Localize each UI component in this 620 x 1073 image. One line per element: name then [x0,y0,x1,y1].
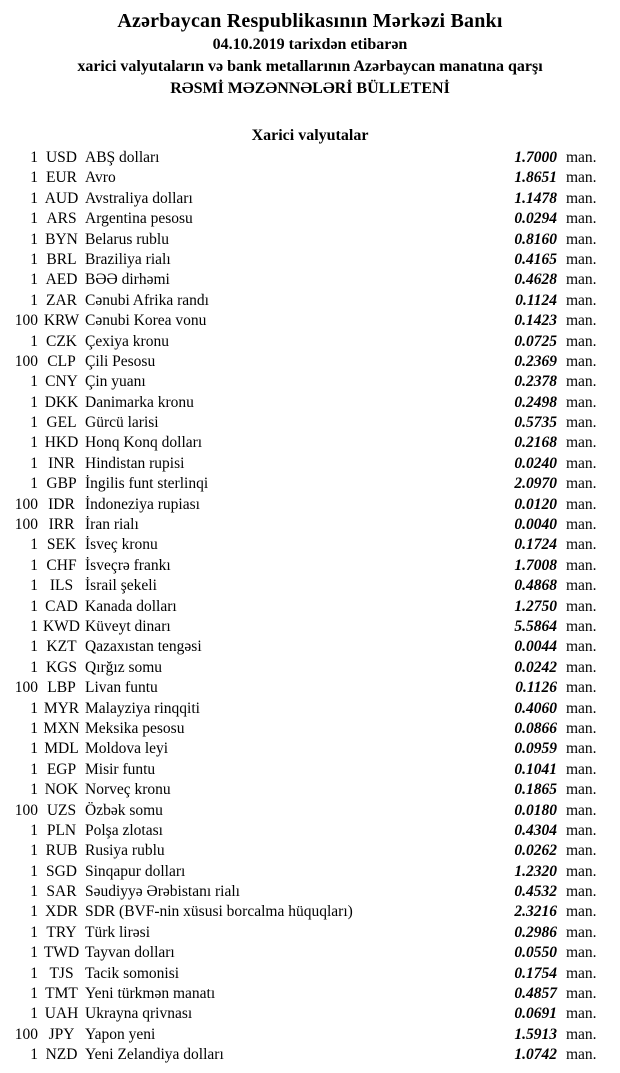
currency-name: İngilis funt sterlinqi [85,475,209,493]
unit-label: man. [566,719,597,737]
unit-label: man. [566,923,597,941]
currency-code: CNY [45,373,78,391]
rate-value: 0.4304 [514,821,557,839]
rate-row [0,353,620,373]
quantity: 1 [30,781,38,799]
unit-label: man. [566,964,597,982]
rate-row [0,1005,620,1025]
unit-label: man. [566,862,597,880]
rate-value: 0.1041 [514,760,557,778]
unit-label: man. [566,985,597,1003]
quantity: 1 [30,556,38,574]
rate-value: 0.0044 [514,638,557,656]
unit-label: man. [566,475,597,493]
currency-name: İsveç kronu [85,536,158,554]
bulletin-title: RƏSMİ MƏZƏNNƏLƏRİ BÜLLETENİ [170,80,450,97]
quantity: 1 [30,393,38,411]
rate-value: 0.1724 [514,536,557,554]
rate-row [0,231,620,251]
quantity: 1 [30,903,38,921]
quantity: 1 [30,617,38,635]
unit-label: man. [566,393,597,411]
quantity: 100 [14,312,38,330]
unit-label: man. [566,149,597,166]
rate-value: 0.0240 [514,454,557,472]
unit-label: man. [566,617,597,635]
currency-name: Tacik somonisi [85,964,180,982]
rate-value: 0.4532 [514,883,557,901]
quantity: 1 [30,169,38,187]
currency-name: İran rialı [85,516,139,534]
rate-row [0,557,620,577]
rate-value: 0.2168 [514,434,557,452]
rate-row [0,944,620,964]
rate-row [0,863,620,883]
rate-value: 1.7000 [514,149,557,166]
currency-code: TMT [45,985,78,1003]
quantity: 1 [30,842,38,860]
unit-label: man. [566,516,597,534]
currency-code: CHF [46,556,77,574]
quantity: 1 [30,577,38,595]
rate-value: 0.4060 [514,699,557,717]
quantity: 1 [30,944,38,962]
rate-row [0,475,620,495]
rate-value: 0.1423 [514,312,557,330]
currency-name: İsrail şekeli [85,577,157,595]
currency-code: ARS [46,210,77,228]
rate-value: 0.4628 [514,271,557,289]
quantity: 1 [30,149,38,166]
currency-name: Misir funtu [85,760,156,778]
quantity: 100 [14,352,38,370]
currency-name: Qazaxıstan tengəsi [85,638,202,656]
currency-code: PLN [46,821,77,839]
rate-row [0,333,620,353]
rate-row [0,740,620,760]
rate-row [0,761,620,781]
quantity: 1 [30,923,38,941]
currency-code: MXN [43,719,80,737]
currency-name: Çili Pesosu [85,352,156,370]
currency-name: Livan funtu [85,679,158,697]
unit-label: man. [566,312,597,330]
rate-value: 0.0866 [514,719,557,737]
rate-value: 2.3216 [514,903,557,921]
currency-code: CZK [46,332,77,350]
rate-value: 0.8160 [514,230,557,248]
rate-row [0,842,620,862]
quantity: 1 [30,189,38,207]
rate-value: 0.4165 [514,250,557,268]
currency-code: NZD [45,1046,78,1064]
currency-name: Qırğız somu [85,658,163,676]
currency-code: SAR [46,883,77,901]
currency-name: Yeni türkmən manatı [85,985,216,1003]
rate-row [0,720,620,740]
quantity: 1 [30,964,38,982]
rates-table [0,149,620,1067]
quantity: 1 [30,250,38,268]
quantity: 1 [30,740,38,758]
rate-value: 2.0970 [514,475,557,493]
rate-value: 1.2750 [514,597,557,615]
subject-line: xarici valyutaların və bank metallarının Azərbaycan manatına qarşı [77,58,543,75]
rate-value: 0.2378 [514,373,557,391]
rate-row [0,659,620,679]
currency-name: Sinqapur dolları [85,862,186,880]
rate-value: 0.0262 [514,842,557,860]
currency-name: Avro [85,169,116,187]
rate-value: 0.1126 [515,679,557,697]
currency-name: Polşa zlotası [85,821,163,839]
quantity: 100 [14,516,38,534]
rate-row [0,924,620,944]
quantity: 1 [30,434,38,452]
rate-value: 5.5864 [514,617,557,635]
currency-name: Çin yuanı [85,373,146,391]
currency-name: Yapon yeni [85,1025,156,1043]
currency-name: Avstraliya dolları [85,189,193,207]
quantity: 1 [30,210,38,228]
currency-code: UAH [44,1005,79,1023]
unit-label: man. [566,679,597,697]
rate-row [0,965,620,985]
rate-value: 0.0120 [514,495,557,513]
currency-name: Cənubi Korea vonu [85,312,207,330]
currency-code: LBP [47,679,76,697]
currency-code: BYN [45,230,78,248]
rate-value: 0.5735 [514,414,557,432]
quantity: 1 [30,760,38,778]
rate-row [0,455,620,475]
quantity: 1 [30,862,38,880]
currency-code: MYR [43,699,80,717]
currency-code: IDR [48,495,75,513]
currency-code: TRY [46,923,77,941]
unit-label: man. [566,495,597,513]
quantity: 1 [30,597,38,615]
quantity: 1 [30,454,38,472]
rate-value: 1.1478 [514,189,557,207]
currency-code: SGD [45,862,77,880]
rate-value: 0.4857 [514,985,557,1003]
currency-code: KGS [45,658,77,676]
rate-value: 0.2369 [514,352,557,370]
currency-name: Belarus rublu [85,230,169,248]
currency-name: Braziliya rialı [85,250,171,268]
currency-code: KZT [46,638,77,656]
quantity: 1 [30,475,38,493]
currency-code: ZAR [46,291,77,309]
quantity: 1 [30,821,38,839]
rate-row [0,1046,620,1066]
currency-code: GEL [46,414,77,432]
currency-name: Tayvan dolları [85,944,175,962]
quantity: 1 [30,536,38,554]
currency-name: Honq Konq dolları [85,434,203,452]
rate-row [0,516,620,536]
rate-value: 1.2320 [514,862,557,880]
quantity: 1 [30,291,38,309]
currency-name: Norveç kronu [85,781,171,799]
unit-label: man. [566,760,597,778]
quantity: 1 [30,414,38,432]
unit-label: man. [566,414,597,432]
rate-row [0,822,620,842]
quantity: 1 [30,658,38,676]
unit-label: man. [566,883,597,901]
quantity: 1 [30,638,38,656]
currency-code: AUD [44,189,79,207]
quantity: 100 [14,1025,38,1043]
rate-row [0,536,620,556]
currency-code: TJS [49,964,74,982]
rate-value: 0.0242 [514,658,557,676]
currency-name: Ukrayna qrivnası [85,1005,193,1023]
rate-row [0,883,620,903]
rate-value: 0.1865 [514,781,557,799]
unit-label: man. [566,210,597,228]
currency-code: IRR [48,516,75,534]
unit-label: man. [566,189,597,207]
bank-name-title: Azərbaycan Respublikasının Mərkəzi Bankı [117,10,503,32]
rate-row [0,598,620,618]
rate-row [0,903,620,923]
rate-row [0,149,620,169]
effective-date-line: 04.10.2019 tarixdən etibarən [212,36,408,53]
rate-row [0,251,620,271]
unit-label: man. [566,454,597,472]
unit-label: man. [566,903,597,921]
unit-label: man. [566,230,597,248]
unit-label: man. [566,332,597,350]
currency-code: DKK [44,393,79,411]
currency-name: Gürcü larisi [85,414,159,432]
rate-row [0,781,620,801]
currency-name: Səudiyyə Ərəbistanı rialı [85,883,240,901]
currency-code: INR [48,454,75,472]
currency-code: CAD [45,597,78,615]
unit-label: man. [566,577,597,595]
currency-code: JPY [48,1025,75,1043]
rate-row [0,190,620,210]
unit-label: man. [566,842,597,860]
quantity: 1 [30,1046,38,1064]
quantity: 1 [30,332,38,350]
currency-code: EUR [46,169,77,187]
rate-row [0,292,620,312]
unit-label: man. [566,271,597,289]
currency-code: UZS [46,801,77,819]
currency-name: Cənubi Afrika randı [85,291,209,309]
unit-label: man. [566,373,597,391]
currency-name: Hindistan rupisi [85,454,185,472]
unit-label: man. [566,169,597,187]
currency-code: AED [45,271,78,289]
rate-row [0,373,620,393]
rate-value: 0.2986 [514,923,557,941]
currency-code: RUB [45,842,78,860]
currency-name: SDR (BVF-nin xüsusi borcalma hüquqları) [85,903,353,921]
quantity: 1 [30,271,38,289]
currency-code: USD [45,149,77,166]
rate-row [0,802,620,822]
unit-label: man. [566,291,597,309]
quantity: 1 [30,719,38,737]
rate-value: 0.0725 [514,332,557,350]
currency-name: ABŞ dolları [85,149,160,166]
rate-value: 1.7008 [514,556,557,574]
unit-label: man. [566,556,597,574]
rate-value: 1.8651 [514,169,557,187]
rate-value: 0.0959 [514,740,557,758]
currency-code: KRW [43,312,80,330]
quantity: 1 [30,699,38,717]
rate-row [0,618,620,638]
unit-label: man. [566,1025,597,1043]
rate-row [0,271,620,291]
quantity: 1 [30,1005,38,1023]
quantity: 1 [30,373,38,391]
currency-name: Rusiya rublu [85,842,165,860]
unit-label: man. [566,944,597,962]
rate-value: 0.0691 [514,1005,557,1023]
quantity: 100 [14,495,38,513]
rate-value: 0.0180 [514,801,557,819]
rate-value: 0.1754 [514,964,557,982]
currency-code: XDR [45,903,78,921]
unit-label: man. [566,781,597,799]
currency-name: Argentina pesosu [85,210,193,228]
rate-value: 1.0742 [514,1046,557,1064]
currency-code: CLP [47,352,76,370]
currency-name: Kanada dolları [85,597,177,615]
section-title-foreign-currencies: Xarici valyutalar [251,127,369,144]
currency-code: GBP [46,475,77,493]
currency-code: EGP [46,760,77,778]
rate-value: 0.0550 [514,944,557,962]
currency-name: Danimarka kronu [85,393,194,411]
quantity: 1 [30,985,38,1003]
rate-value: 0.0294 [514,210,557,228]
unit-label: man. [566,352,597,370]
rate-row [0,1026,620,1046]
document-header [0,8,620,100]
quantity: 1 [30,883,38,901]
rate-row [0,496,620,516]
currency-code: NOK [44,781,79,799]
currency-name: Yeni Zelandiya dolları [85,1046,224,1064]
currency-code: SEK [46,536,77,554]
rate-row [0,638,620,658]
rate-value: 1.5913 [514,1025,557,1043]
rate-row [0,577,620,597]
currency-name: BƏƏ dirhəmi [85,271,170,289]
unit-label: man. [566,1005,597,1023]
currency-name: Meksika pesosu [85,719,185,737]
quantity: 100 [14,801,38,819]
currency-name: İsveçrə frankı [85,556,171,574]
unit-label: man. [566,536,597,554]
unit-label: man. [566,597,597,615]
unit-label: man. [566,740,597,758]
currency-code: ILS [49,577,74,595]
unit-label: man. [566,821,597,839]
currency-name: Çexiya kronu [85,332,169,350]
quantity: 100 [14,679,38,697]
rate-row [0,700,620,720]
unit-label: man. [566,434,597,452]
currency-name: Malayziya rinqqiti [85,699,200,717]
rate-value: 0.2498 [514,393,557,411]
currency-name: Moldova leyi [85,740,169,758]
unit-label: man. [566,250,597,268]
currency-code: BRL [46,250,77,268]
rate-row [0,679,620,699]
rate-value: 0.4868 [514,577,557,595]
rate-row [0,985,620,1005]
currency-name: Türk lirəsi [85,923,150,941]
rate-row [0,414,620,434]
unit-label: man. [566,658,597,676]
rate-row [0,394,620,414]
quantity: 1 [30,230,38,248]
currency-code: MDL [44,740,79,758]
unit-label: man. [566,638,597,656]
currency-code: KWD [42,617,81,635]
rate-row [0,169,620,189]
rate-value: 0.0040 [514,516,557,534]
currency-name: İndoneziya rupiası [85,495,200,513]
currency-name: Küveyt dinarı [85,617,171,635]
rate-row [0,312,620,332]
rate-row [0,434,620,454]
currency-code: TWD [43,944,80,962]
unit-label: man. [566,699,597,717]
unit-label: man. [566,1046,597,1064]
rate-value: 0.1124 [515,291,557,309]
unit-label: man. [566,801,597,819]
currency-name: Özbək somu [85,801,163,819]
rate-row [0,210,620,230]
currency-code: HKD [44,434,79,452]
